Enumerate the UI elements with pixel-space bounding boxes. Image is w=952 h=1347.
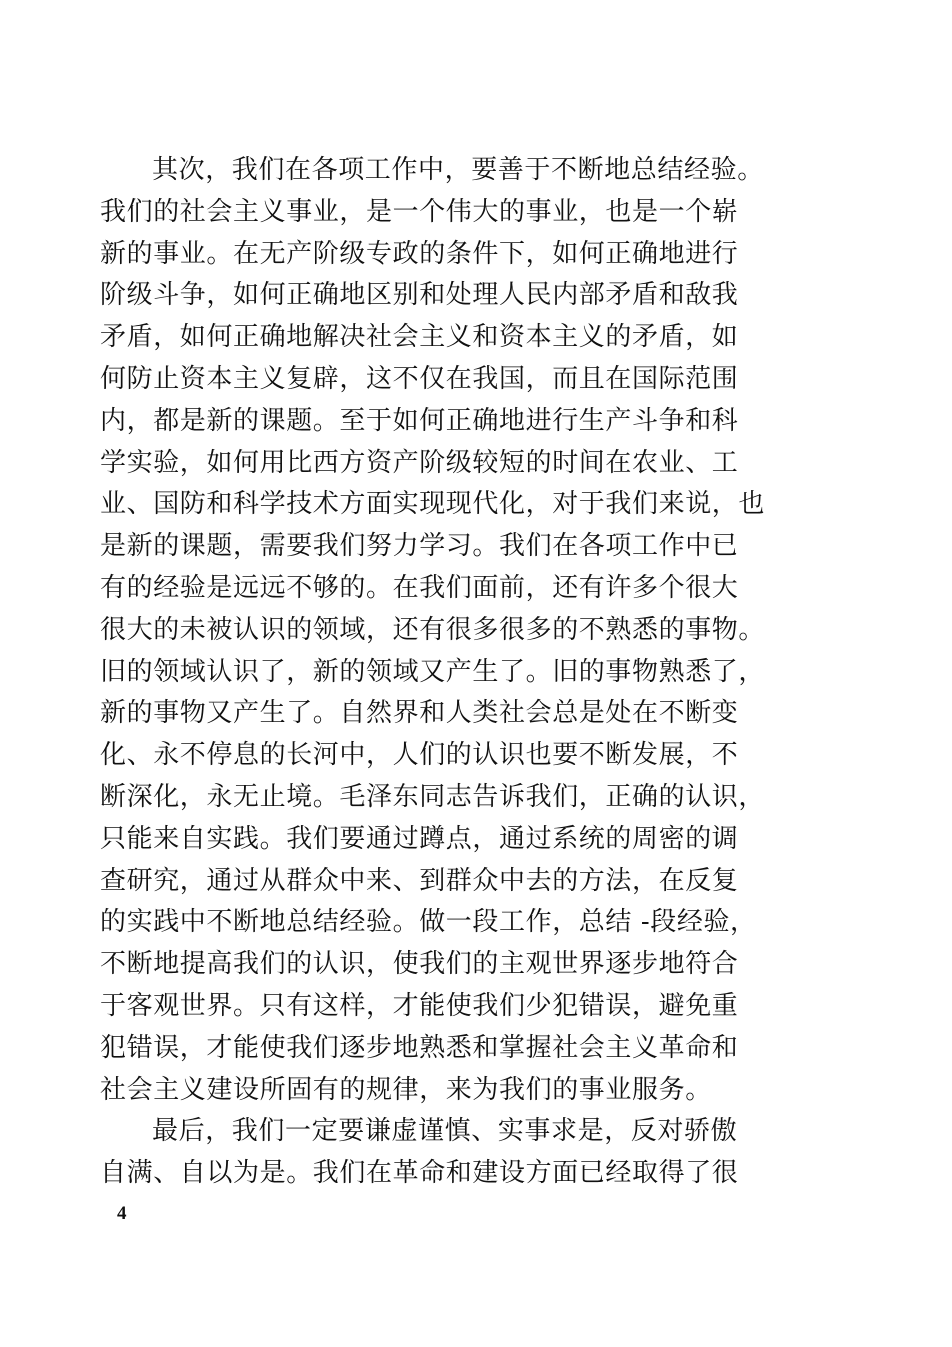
paragraph-line: 不断地提高我们的认识，使我们的主观世界逐步地符合 bbox=[100, 949, 739, 980]
paragraph-line: 只能来自实践。我们要通过蹲点，通过系统的周密的调 bbox=[100, 823, 739, 854]
paragraph-line: 我们的社会主义事业，是一个伟大的事业，也是一个崭 bbox=[100, 196, 739, 227]
paragraph-line: 新的事物又产生了。自然界和人类社会总是处在不断变 bbox=[100, 698, 739, 729]
paragraph-line: 查研究，通过从群众中来、到群众中去的方法，在反复 bbox=[100, 865, 739, 896]
paragraph-line: 社会主义建设所固有的规律，来为我们的事业服务。 bbox=[100, 1074, 712, 1105]
paragraph-line: 其次，我们在各项工作中，要善于不断地总结经验。 bbox=[152, 155, 764, 185]
paragraph-line: 于客观世界。只有这样，才能使我们少犯错误，避免重 bbox=[100, 990, 739, 1021]
paragraph-line: 是新的课题，需要我们努力学习。我们在各项工作中已 bbox=[100, 531, 739, 562]
paragraph-line: 自满、自以为是。我们在革命和建设方面已经取得了很 bbox=[100, 1158, 739, 1189]
paragraph-line: 的实践中不断地总结经验。做一段工作，总结 -段经验， bbox=[100, 907, 757, 938]
body-text bbox=[100, 150, 800, 1195]
paragraph-line: 矛盾，如何正确地解决社会主义和资本主义的矛盾，如 bbox=[100, 322, 739, 353]
paragraph-line: 学实验，如何用比西方资产阶级较短的时间在农业、工 bbox=[100, 447, 739, 478]
page-number: 4 bbox=[117, 1203, 127, 1224]
paragraph-line: 化、永不停息的长河中，人们的认识也要不断发展，不 bbox=[100, 740, 739, 771]
paragraph-line: 何防止资本主义复辟，这不仅在我国，而且在国际范围 bbox=[100, 363, 739, 394]
paragraph-line: 内，都是新的课题。至于如何正确地进行生产斗争和科 bbox=[100, 405, 739, 436]
paragraph-line: 犯错误，才能使我们逐步地熟悉和掌握社会主义革命和 bbox=[100, 1032, 739, 1063]
paragraph-line: 新的事业。在无产阶级专政的条件下，如何正确地进行 bbox=[100, 238, 739, 269]
paragraph-line: 业、国防和科学技术方面实现现代化，对于我们来说，也 bbox=[100, 489, 766, 520]
paragraph-line: 有的经验是远远不够的。在我们面前，还有许多个很大 bbox=[100, 572, 739, 603]
paragraph-line: 阶级斗争，如何正确地区别和处理人民内部矛盾和敌我 bbox=[100, 280, 739, 311]
paragraph-line: 断深化，永无止境。毛泽东同志告诉我们，正确的认识， bbox=[100, 781, 766, 812]
paragraph-line: 最后，我们一定要谦虚谨慎、实事求是，反对骄傲 bbox=[152, 1116, 738, 1147]
paragraph-line: 很大的未被认识的领域，还有很多很多的不熟悉的事物。 bbox=[100, 614, 766, 645]
paragraph-line: 旧的领域认识了，新的领域又产生了。旧的事物熟悉了， bbox=[100, 656, 766, 687]
